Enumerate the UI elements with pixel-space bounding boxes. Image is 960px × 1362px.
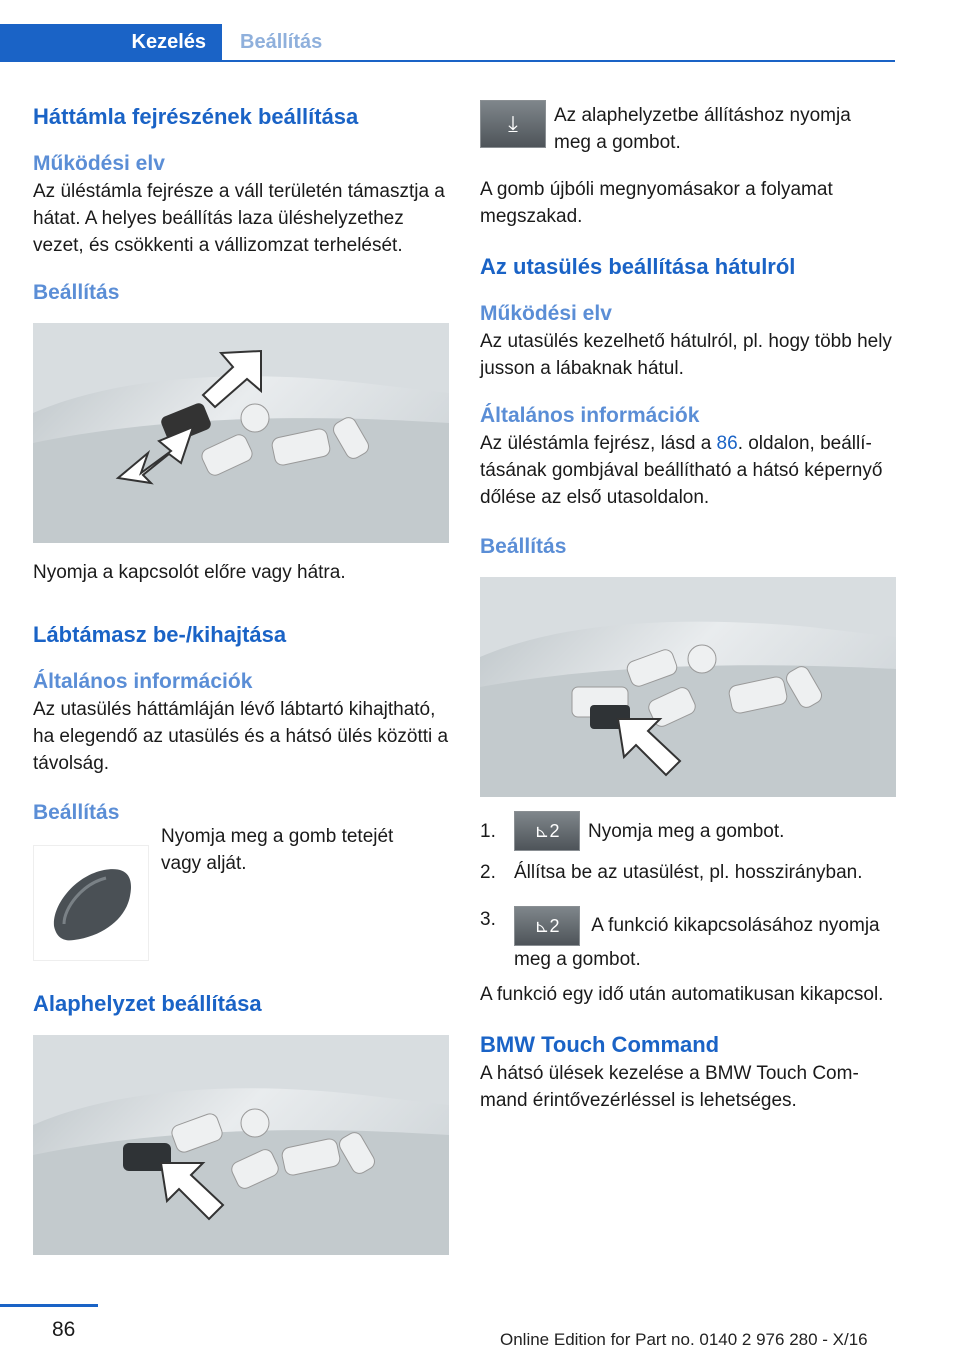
- page-header: [0, 0, 895, 62]
- step-number: 1.: [480, 820, 496, 842]
- subsection-general-info: Általános információk: [33, 670, 253, 693]
- seat-reset-icon: ⤓: [480, 100, 546, 148]
- rear-general-text-post: . oldalon, beállításának gombjával beállítható a hátsó képernyő dőlése az első utasoldalon.: [480, 433, 883, 508]
- seat-switch-image: [33, 323, 449, 543]
- reset-button-image: [33, 1035, 449, 1255]
- principle-text: Az üléstámla fejrésze a váll területén támasztja a hátat. A helyes beállítás laza üléshelyzethez vezet, és csökkenti a vállizomzat terhelését.: [33, 181, 445, 256]
- subsection-principle-2: Működési elv: [480, 302, 612, 325]
- section-title-rear-adjust: Az utasülés beállítása hátulról: [480, 254, 796, 279]
- subsection-adjust-3: Beállítás: [480, 535, 567, 558]
- step-number: 3.: [480, 909, 496, 930]
- rear-controls-illustration: [480, 577, 896, 797]
- step-text: Állítsa be az utasülést, pl. hosszirányban.: [514, 862, 863, 883]
- subsection-adjust-2: Beállítás: [33, 801, 120, 824]
- rear-adjust-image: [480, 577, 896, 797]
- left-column: [33, 96, 449, 1255]
- subsection-general-info-2: Általános információk: [480, 404, 700, 427]
- page-number: 86: [52, 1318, 76, 1341]
- touch-command-text: A hátsó ülések kezelése a BMW Touch Command érintővezérléssel is lehetséges.: [480, 1063, 859, 1111]
- seat-controls-illustration: [33, 323, 449, 543]
- header-divider: [0, 60, 895, 62]
- tab-kezeles[interactable]: Kezelés: [0, 24, 222, 61]
- footrest-button-image: [33, 845, 149, 961]
- section-title-touch-command: BMW Touch Command: [480, 1032, 720, 1057]
- footrest-text: Az utasülés háttámláján lévő lábtartó kihajtható, ha elegendő az utasülés és a hátsó ülés közötti a távolság.: [33, 699, 449, 774]
- footrest-instruction-row: [33, 827, 449, 961]
- page-reference-link[interactable]: 86: [716, 433, 738, 454]
- section-title-footrest: Lábtámasz be-/kihajtása: [33, 622, 287, 647]
- footer-divider: [0, 1304, 98, 1307]
- step-item: [480, 906, 896, 973]
- section-title-reset: Alaphelyzet beállítása: [33, 991, 262, 1016]
- section-title-backrest-head: Háttámla fejrészének beállítása: [33, 104, 359, 129]
- auto-off-text: A funkció egy idő után automatikusan kikapcsol.: [480, 984, 884, 1005]
- reset-controls-illustration: [33, 1035, 449, 1255]
- step-3-content: [514, 906, 890, 973]
- footrest-instruction: Nyomja meg a gomb tetejét vagy alját.: [161, 826, 394, 874]
- right-column: [480, 96, 896, 1114]
- rear-general-text: [480, 430, 896, 511]
- reset-instruction: Az alaphelyzetbe állításhoz nyomja meg a gombot.: [554, 105, 851, 153]
- rear-seat-icon: ⊾2: [514, 811, 580, 851]
- step-item: [480, 811, 896, 851]
- step-item: [480, 859, 896, 886]
- repeat-text: A gomb újbóli megnyomásakor a folyamat megszakad.: [480, 179, 833, 227]
- subsection-principle: Működési elv: [33, 152, 165, 175]
- step-text: A funkció kikapcsolásához nyomja meg a gombot.: [514, 915, 880, 970]
- tab-beallitas[interactable]: Beállítás: [240, 31, 323, 53]
- rear-principle-text: Az utasülés kezelhető hátulról, pl. hogy több hely jusson a lábaknak hátul.: [480, 331, 892, 379]
- edition-note: Online Edition for Part no. 0140 2 976 280 - X/16: [500, 1330, 868, 1349]
- step-text: Nyomja meg a gombot.: [588, 820, 785, 842]
- switch-caption: Nyomja a kapcsolót előre vagy hátra.: [33, 562, 346, 583]
- footrest-button-icon: [34, 846, 148, 960]
- reset-instruction-row: [480, 100, 896, 156]
- subsection-adjust: Beállítás: [33, 281, 120, 304]
- rear-general-text-pre: Az üléstámla fejrész, lásd a: [480, 433, 717, 454]
- rear-adjust-steps: [480, 811, 896, 973]
- rear-seat-icon: ⊾2: [514, 906, 580, 946]
- step-number: 2.: [480, 862, 496, 883]
